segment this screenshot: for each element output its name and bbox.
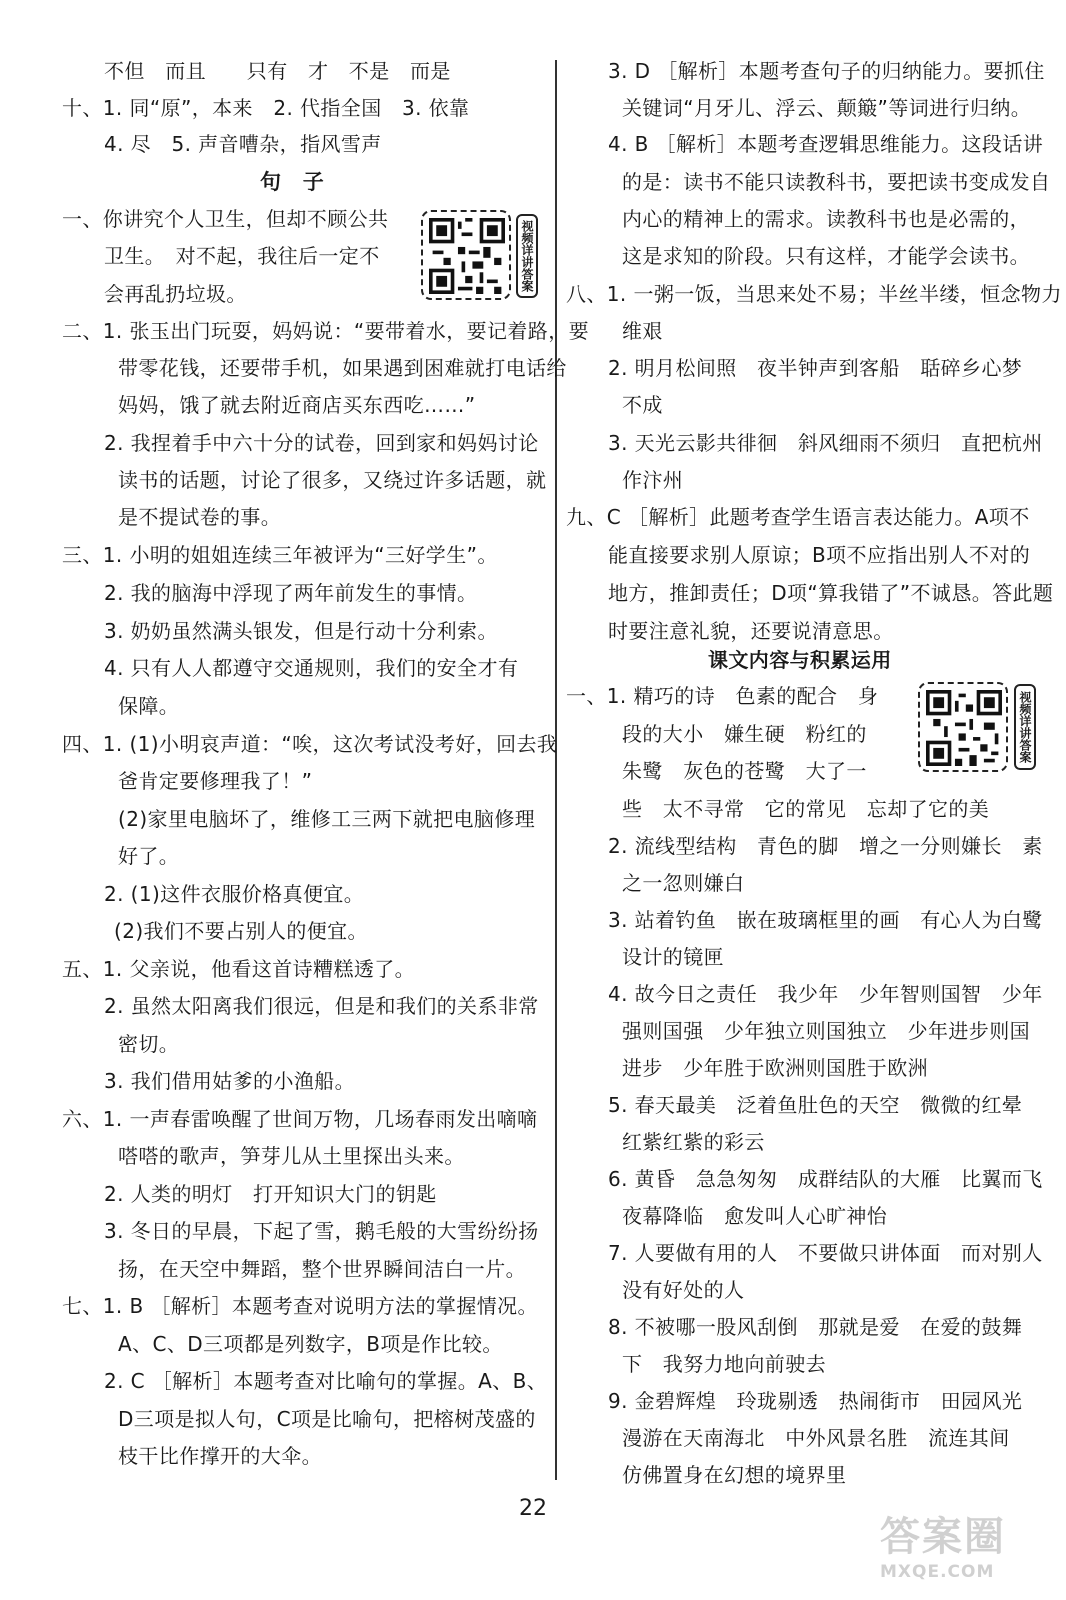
text-line: 4. 尽 5. 声音嘈杂，指风雪声 bbox=[104, 132, 382, 156]
text-line: 带零花钱，还要带手机，如果遇到困难就打电话给 bbox=[118, 356, 567, 380]
text-line: 七、1. B ［解析］本题考查对说明方法的掌握情况。 bbox=[62, 1294, 538, 1318]
text-line: 3. 站着钓鱼 嵌在玻璃框里的画 有心人为白鹭 bbox=[608, 908, 1043, 932]
text-line: 不但 而且 只有 才 不是 而是 bbox=[104, 59, 451, 83]
qr-code-icon bbox=[429, 218, 505, 294]
text-line: 红紫红紫的彩云 bbox=[622, 1130, 765, 1154]
text-line: 是不提试卷的事。 bbox=[118, 505, 282, 529]
text-line: 六、1. 一声春雷唤醒了世间万物，几场春雨发出嘀嘀 bbox=[62, 1107, 538, 1131]
text-line: 3. D ［解析］本题考查句子的归纳能力。要抓住 bbox=[608, 59, 1045, 83]
text-line: 八、1. 一粥一饭，当思来处不易；半丝半缕，恒念物力 bbox=[566, 282, 1062, 306]
text-line: 的是：读书不能只读教科书，要把读书变成发自 bbox=[622, 170, 1051, 194]
text-line: 四、1. (1)小明哀声道：“唉，这次考试没考好，回去我 bbox=[62, 732, 558, 756]
text-line: 漫游在天南海北 中外风景名胜 流连其间 bbox=[622, 1426, 1010, 1450]
qr-label: 视频详讲答案 bbox=[516, 214, 538, 298]
text-line: 7. 人要做有用的人 不要做只讲体面 而对别人 bbox=[608, 1241, 1043, 1265]
watermark-main: 答案圈 bbox=[880, 1514, 1006, 1560]
text-line: 2. 我捏着手中六十分的试卷，回到家和妈妈讨论 bbox=[104, 431, 539, 455]
text-line: 2. C ［解析］本题考查对比喻句的掌握。A、B、 bbox=[104, 1369, 548, 1393]
column-divider bbox=[555, 60, 557, 1480]
text-line: 2. 我的脑海中浮现了两年前发生的事情。 bbox=[104, 581, 478, 605]
text-line: 下 我努力地向前驶去 bbox=[622, 1352, 826, 1376]
text-line: 4. 故今日之责任 我少年 少年智则国智 少年 bbox=[608, 982, 1043, 1006]
text-line: 这是求知的阶段。只有这样，才能学会读书。 bbox=[622, 244, 1030, 268]
text-line: 5. 春天最美 泛着鱼肚色的天空 微微的红晕 bbox=[608, 1093, 1023, 1117]
watermark-url: MXQE.COM bbox=[880, 1562, 995, 1582]
text-line: 2. 虽然太阳离我们很远，但是和我们的关系非常 bbox=[104, 994, 539, 1018]
text-line: 作汴州 bbox=[622, 468, 684, 492]
text-line: D三项是拟人句，C项是比喻句，把榕树茂盛的 bbox=[118, 1407, 536, 1431]
text-line: 密切。 bbox=[118, 1032, 180, 1056]
text-line: 内心的精神上的需求。读教科书也是必需的， bbox=[622, 207, 1030, 231]
text-line: 6. 黄昏 急急匆匆 成群结队的大雁 比翼而飞 bbox=[608, 1167, 1043, 1191]
text-line: 三、1. 小明的姐姐连续三年被评为“三好学生”。 bbox=[62, 543, 498, 567]
text-line: 九、C ［解析］此题考查学生语言表达能力。A项不 bbox=[566, 505, 1030, 529]
text-line: 时要注意礼貌，还要说清意思。 bbox=[608, 619, 894, 643]
text-line: 会再乱扔垃圾。 bbox=[104, 282, 247, 306]
text-line: 进步 少年胜于欧洲则国胜于欧洲 bbox=[622, 1056, 928, 1080]
page-number: 22 bbox=[519, 1496, 547, 1521]
text-line: 2. (1)这件衣服价格真便宜。 bbox=[104, 882, 365, 906]
qr-code[interactable] bbox=[421, 210, 511, 300]
text-line: 读书的话题，讨论了很多，又绕过许多话题，就 bbox=[118, 468, 547, 492]
text-line: 扬，在天空中舞蹈，整个世界瞬间洁白一片。 bbox=[118, 1257, 526, 1281]
text-line: 2. 明月松间照 夜半钟声到客船 聒碎乡心梦 bbox=[608, 356, 1023, 380]
text-line: 维艰 bbox=[622, 319, 663, 343]
text-line: 夜幕降临 愈发叫人心旷神怡 bbox=[622, 1204, 888, 1228]
text-line: 之一忽则嫌白 bbox=[622, 871, 745, 895]
qr-code[interactable] bbox=[918, 682, 1008, 772]
text-line: 爸肯定要修理我了！” bbox=[118, 769, 313, 793]
text-line: 段的大小 嫌生硬 粉红的 bbox=[622, 722, 867, 746]
text-line: 9. 金碧辉煌 玲珑剔透 热闹街市 田园风光 bbox=[608, 1389, 1023, 1413]
text-line: A、C、D三项都是列数字，B项是作比较。 bbox=[118, 1332, 503, 1356]
text-line: 关键词“月牙儿、浮云、颠簸”等词进行归纳。 bbox=[622, 96, 1032, 120]
text-line: 设计的镜匣 bbox=[622, 945, 724, 969]
text-line: 3. 天光云影共徘徊 斜风细雨不须归 直把杭州 bbox=[608, 431, 1043, 455]
text-line: 不成 bbox=[622, 393, 663, 417]
text-line: 一、你讲究个人卫生，但却不顾公共 bbox=[62, 207, 389, 231]
text-line: 仿佛置身在幻想的境界里 bbox=[622, 1463, 847, 1487]
text-line: 2. 流线型结构 青色的脚 增之一分则嫌长 素 bbox=[608, 834, 1043, 858]
text-line: (2)我们不要占别人的便宜。 bbox=[114, 919, 368, 943]
text-line: 4. 只有人人都遵守交通规则，我们的安全才有 bbox=[104, 656, 519, 680]
text-line: 朱鹭 灰色的苍鹭 大了一 bbox=[622, 759, 867, 783]
text-line: 3. 冬日的早晨，下起了雪，鹅毛般的大雪纷纷扬 bbox=[104, 1219, 539, 1243]
text-line: 卫生。 对不起，我往后一定不 bbox=[104, 244, 380, 268]
text-line: 五、1. 父亲说，他看这首诗糟糕透了。 bbox=[62, 957, 416, 981]
text-line: 没有好处的人 bbox=[622, 1278, 745, 1302]
text-line: 妈妈，饿了就去附近商店买东西吃……” bbox=[118, 393, 476, 417]
text-line: 嗒嗒的歌声，笋芽儿从土里探出头来。 bbox=[118, 1144, 465, 1168]
text-line: 些 太不寻常 它的常见 忘却了它的美 bbox=[622, 797, 990, 821]
text-line: 保障。 bbox=[118, 694, 180, 718]
text-line: 4. B ［解析］本题考查逻辑思维能力。这段话讲 bbox=[608, 132, 1044, 156]
text-line: 二、1. 张玉出门玩耍，妈妈说：“要带着水，要记着路，要 bbox=[62, 319, 590, 343]
text-line: 3. 我们借用姑爹的小渔船。 bbox=[104, 1069, 356, 1093]
text-line: (2)家里电脑坏了，维修工三两下就把电脑修理 bbox=[118, 807, 536, 831]
watermark bbox=[880, 1505, 1050, 1595]
text-line: 8. 不被哪一股风刮倒 那就是爱 在爱的鼓舞 bbox=[608, 1315, 1023, 1339]
text-line: 十、1. 同“原”，本来 2. 代指全国 3. 依靠 bbox=[62, 96, 470, 120]
text-line: 一、1. 精巧的诗 色素的配合 身 bbox=[566, 684, 879, 708]
qr-code-icon bbox=[926, 690, 1002, 766]
text-line: 好了。 bbox=[118, 844, 180, 868]
qr-label: 视频详讲答案 bbox=[1014, 684, 1036, 770]
section-title: 课文内容与积累运用 bbox=[708, 648, 892, 672]
text-line: 枝干比作撑开的大伞。 bbox=[118, 1444, 322, 1468]
text-line: 3. 奶奶虽然满头银发，但是行动十分利索。 bbox=[104, 619, 498, 643]
text-line: 2. 人类的明灯 打开知识大门的钥匙 bbox=[104, 1182, 437, 1206]
text-line: 地方，推卸责任；D项“算我错了”不诚恳。答此题 bbox=[608, 581, 1054, 605]
text-line: 强则国强 少年独立则国独立 少年进步则国 bbox=[622, 1019, 1030, 1043]
section-title: 句 子 bbox=[260, 170, 325, 194]
text-line: 能直接要求别人原谅；B项不应指出别人不对的 bbox=[608, 543, 1031, 567]
